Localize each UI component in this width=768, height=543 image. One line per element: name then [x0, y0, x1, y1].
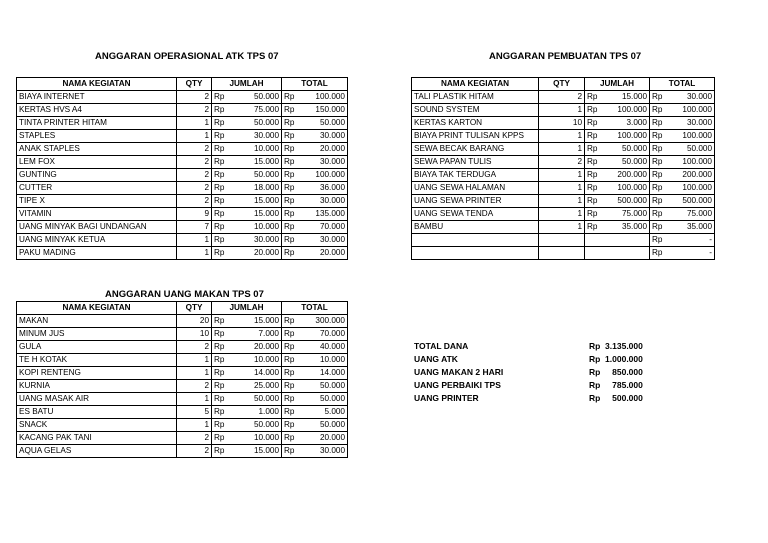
cell-qty: 1: [539, 104, 585, 117]
cell-jumlah-amount: 1.000: [230, 406, 282, 419]
cell-jumlah-currency: Rp: [212, 367, 230, 380]
cell-nama-kegiatan: AQUA GELAS: [17, 445, 177, 458]
cell-nama-kegiatan: LEM FOX: [17, 156, 177, 169]
cell-jumlah-amount: 15.000: [230, 195, 282, 208]
cell-total-currency: Rp: [650, 104, 668, 117]
cell-nama-kegiatan: TINTA PRINTER HITAM: [17, 117, 177, 130]
cell-qty: 1: [539, 208, 585, 221]
cell-jumlah-amount: 15.000: [603, 91, 650, 104]
cell-total-currency: Rp: [282, 143, 300, 156]
cell-jumlah-currency: Rp: [212, 393, 230, 406]
cell-qty: 1: [539, 182, 585, 195]
cell-nama-kegiatan: [412, 234, 539, 247]
cell-jumlah-currency: Rp: [585, 221, 603, 234]
cell-total-amount: 50.000: [300, 393, 348, 406]
cell-jumlah-amount: 50.000: [230, 393, 282, 406]
cell-jumlah-amount: 100.000: [603, 182, 650, 195]
cell-total-amount: 30.000: [668, 117, 715, 130]
cell-total-amount: 30.000: [300, 445, 348, 458]
cell-total-currency: Rp: [650, 143, 668, 156]
cell-jumlah-amount: 30.000: [230, 130, 282, 143]
table-header-row: [412, 78, 715, 91]
table-row: [17, 195, 348, 208]
cell-jumlah-amount: 50.000: [230, 419, 282, 432]
cell-nama-kegiatan: UANG SEWA HALAMAN: [412, 182, 539, 195]
table-row: [412, 104, 715, 117]
table-row: [412, 143, 715, 156]
cell-jumlah-currency: Rp: [585, 169, 603, 182]
cell-total-currency: Rp: [282, 445, 300, 458]
cell-jumlah-currency: Rp: [212, 432, 230, 445]
summary-label: UANG PERBAIKI TPS: [414, 380, 501, 390]
cell-jumlah-amount: 7.000: [230, 328, 282, 341]
cell-jumlah-amount: 10.000: [230, 143, 282, 156]
cell-total-amount: 75.000: [668, 208, 715, 221]
table-row: [17, 91, 348, 104]
cell-jumlah-amount: 15.000: [230, 156, 282, 169]
cell-total-amount: 30.000: [300, 195, 348, 208]
cell-nama-kegiatan: TALI PLASTIK HITAM: [412, 91, 539, 104]
cell-total-currency: Rp: [282, 406, 300, 419]
cell-nama-kegiatan: BAMBU: [412, 221, 539, 234]
cell-total-currency: Rp: [282, 354, 300, 367]
cell-total-amount: 70.000: [300, 221, 348, 234]
cell-nama-kegiatan: SNACK: [17, 419, 177, 432]
table-row: [412, 247, 715, 260]
cell-qty: 2: [177, 432, 212, 445]
atk-table: [16, 77, 348, 260]
cell-jumlah-currency: Rp: [585, 91, 603, 104]
cell-jumlah-amount: 50.000: [230, 117, 282, 130]
table-row: [17, 234, 348, 247]
cell-jumlah-currency: Rp: [212, 315, 230, 328]
cell-nama-kegiatan: GULA: [17, 341, 177, 354]
cell-qty: 2: [177, 169, 212, 182]
cell-total-amount: 100.000: [668, 104, 715, 117]
table-row: [17, 328, 348, 341]
cell-total-currency: Rp: [282, 169, 300, 182]
cell-jumlah-currency: Rp: [212, 445, 230, 458]
cell-total-currency: Rp: [650, 182, 668, 195]
cell-nama-kegiatan: SOUND SYSTEM: [412, 104, 539, 117]
cell-qty: 1: [177, 367, 212, 380]
table-row: [412, 91, 715, 104]
table-header-row: [17, 302, 348, 315]
table-row: [412, 156, 715, 169]
summary-block: [414, 341, 674, 411]
cell-total-currency: Rp: [282, 247, 300, 260]
cell-qty: 2: [177, 91, 212, 104]
table-row: [17, 156, 348, 169]
cell-total-currency: Rp: [282, 432, 300, 445]
cell-total-currency: Rp: [282, 182, 300, 195]
cell-total-currency: Rp: [282, 156, 300, 169]
cell-qty: 2: [539, 156, 585, 169]
cell-nama-kegiatan: GUNTING: [17, 169, 177, 182]
cell-jumlah-currency: Rp: [212, 328, 230, 341]
cell-nama-kegiatan: TIPE X: [17, 195, 177, 208]
cell-jumlah-currency: Rp: [212, 169, 230, 182]
cell-total-amount: 5.000: [300, 406, 348, 419]
header-nama-kegiatan: NAMA KEGIATAN: [412, 78, 539, 91]
cell-jumlah-currency: Rp: [585, 182, 603, 195]
table-row: [412, 117, 715, 130]
cell-jumlah-amount: 20.000: [230, 247, 282, 260]
cell-jumlah-currency: Rp: [585, 104, 603, 117]
cell-jumlah-currency: Rp: [585, 156, 603, 169]
cell-jumlah-amount: 25.000: [230, 380, 282, 393]
cell-total-amount: 20.000: [300, 432, 348, 445]
cell-qty: 1: [539, 143, 585, 156]
cell-nama-kegiatan: BIAYA INTERNET: [17, 91, 177, 104]
cell-jumlah-amount: 50.000: [603, 143, 650, 156]
table-row: [17, 117, 348, 130]
header-total: TOTAL: [282, 78, 348, 91]
cell-qty: 2: [539, 91, 585, 104]
cell-total-currency: Rp: [650, 221, 668, 234]
cell-total-amount: 100.000: [300, 169, 348, 182]
cell-jumlah-amount: 20.000: [230, 341, 282, 354]
table-row: [17, 406, 348, 419]
cell-jumlah-amount: 50.000: [603, 156, 650, 169]
cell-total-amount: 135.000: [300, 208, 348, 221]
table-row: [412, 182, 715, 195]
cell-qty: 1: [177, 419, 212, 432]
cell-nama-kegiatan: UANG SEWA TENDA: [412, 208, 539, 221]
cell-nama-kegiatan: [412, 247, 539, 260]
cell-qty: 1: [177, 234, 212, 247]
cell-jumlah-amount: 15.000: [230, 445, 282, 458]
table-header-row: [17, 78, 348, 91]
cell-total-amount: 10.000: [300, 354, 348, 367]
cell-jumlah-currency: Rp: [212, 354, 230, 367]
cell-total-amount: 50.000: [668, 143, 715, 156]
summary-value: Rp 3.135.000: [589, 341, 643, 351]
summary-value: Rp 500.000: [589, 393, 643, 403]
cell-jumlah-currency: Rp: [212, 182, 230, 195]
cell-total-amount: 100.000: [668, 130, 715, 143]
table-row: [17, 104, 348, 117]
cell-total-amount: 35.000: [668, 221, 715, 234]
cell-total-amount: 20.000: [300, 247, 348, 260]
cell-jumlah-amount: 10.000: [230, 221, 282, 234]
cell-total-currency: Rp: [282, 117, 300, 130]
cell-nama-kegiatan: SEWA BECAK BARANG: [412, 143, 539, 156]
cell-total-currency: Rp: [282, 419, 300, 432]
cell-total-amount: 20.000: [300, 143, 348, 156]
summary-label: TOTAL DANA: [414, 341, 469, 351]
cell-nama-kegiatan: KERTAS KARTON: [412, 117, 539, 130]
cell-nama-kegiatan: BIAYA PRINT TULISAN KPPS: [412, 130, 539, 143]
cell-nama-kegiatan: MINUM JUS: [17, 328, 177, 341]
cell-jumlah-amount: 15.000: [230, 315, 282, 328]
cell-jumlah-amount: 75.000: [230, 104, 282, 117]
cell-qty: 10: [177, 328, 212, 341]
cell-jumlah-amount: 50.000: [230, 169, 282, 182]
cell-qty: 1: [177, 117, 212, 130]
cell-jumlah-amount: 200.000: [603, 169, 650, 182]
cell-jumlah-currency: Rp: [585, 117, 603, 130]
cell-qty: 2: [177, 104, 212, 117]
cell-total-amount: 30.000: [668, 91, 715, 104]
cell-jumlah-amount: 500.000: [603, 195, 650, 208]
cell-total-amount: -: [668, 247, 715, 260]
cell-total-currency: Rp: [282, 328, 300, 341]
header-qty: QTY: [177, 302, 212, 315]
table-row: [412, 208, 715, 221]
cell-nama-kegiatan: UANG SEWA PRINTER: [412, 195, 539, 208]
cell-nama-kegiatan: SEWA PAPAN TULIS: [412, 156, 539, 169]
cell-total-amount: 100.000: [668, 182, 715, 195]
cell-jumlah-currency: Rp: [212, 419, 230, 432]
header-total: TOTAL: [282, 302, 348, 315]
table-row: [17, 247, 348, 260]
table-row: [17, 419, 348, 432]
cell-total-currency: Rp: [650, 130, 668, 143]
cell-jumlah-amount: 100.000: [603, 104, 650, 117]
cell-jumlah-amount: 75.000: [603, 208, 650, 221]
cell-qty: 9: [177, 208, 212, 221]
summary-label: UANG MAKAN 2 HARI: [414, 367, 504, 377]
cell-jumlah-amount: 100.000: [603, 130, 650, 143]
cell-jumlah-amount: 14.000: [230, 367, 282, 380]
cell-jumlah-amount: 3.000: [603, 117, 650, 130]
cell-jumlah-amount: 10.000: [230, 432, 282, 445]
cell-qty: 1: [177, 130, 212, 143]
cell-qty: 1: [539, 195, 585, 208]
cell-jumlah-currency: Rp: [212, 117, 230, 130]
cell-qty: 1: [539, 221, 585, 234]
cell-jumlah-amount: 50.000: [230, 91, 282, 104]
cell-total-amount: 36.000: [300, 182, 348, 195]
cell-jumlah-currency: Rp: [212, 130, 230, 143]
cell-nama-kegiatan: UANG MINYAK KETUA: [17, 234, 177, 247]
table-row: [412, 221, 715, 234]
cell-jumlah-currency: Rp: [212, 104, 230, 117]
cell-total-currency: Rp: [282, 341, 300, 354]
cell-qty: 1: [177, 393, 212, 406]
cell-nama-kegiatan: STAPLES: [17, 130, 177, 143]
cell-total-amount: 50.000: [300, 117, 348, 130]
table-row: [17, 169, 348, 182]
cell-nama-kegiatan: VITAMIN: [17, 208, 177, 221]
cell-qty: 2: [177, 195, 212, 208]
header-qty: QTY: [539, 78, 585, 91]
cell-nama-kegiatan: MAKAN: [17, 315, 177, 328]
cell-total-currency: Rp: [650, 234, 668, 247]
cell-jumlah-amount: [603, 234, 650, 247]
cell-nama-kegiatan: ANAK STAPLES: [17, 143, 177, 156]
atk-title: ANGGARAN OPERASIONAL ATK TPS 07: [95, 51, 279, 62]
cell-total-amount: 14.000: [300, 367, 348, 380]
cell-jumlah-amount: 30.000: [230, 234, 282, 247]
table-row: [17, 130, 348, 143]
cell-total-currency: Rp: [282, 315, 300, 328]
cell-qty: 7: [177, 221, 212, 234]
summary-value: Rp 785.000: [589, 380, 643, 390]
header-jumlah: JUMLAH: [212, 78, 282, 91]
cell-nama-kegiatan: TE H KOTAK: [17, 354, 177, 367]
cell-total-currency: Rp: [650, 169, 668, 182]
summary-label: UANG PRINTER: [414, 393, 479, 403]
cell-total-currency: Rp: [282, 380, 300, 393]
pembuatan-table: [411, 77, 715, 260]
cell-total-currency: Rp: [650, 91, 668, 104]
cell-total-currency: Rp: [282, 130, 300, 143]
table-row: [412, 195, 715, 208]
cell-total-currency: Rp: [650, 195, 668, 208]
cell-jumlah-currency: Rp: [585, 195, 603, 208]
cell-nama-kegiatan: CUTTER: [17, 182, 177, 195]
cell-total-amount: 30.000: [300, 130, 348, 143]
cell-total-currency: Rp: [282, 208, 300, 221]
cell-total-amount: 50.000: [300, 419, 348, 432]
cell-qty: 2: [177, 445, 212, 458]
cell-total-amount: 50.000: [300, 380, 348, 393]
cell-nama-kegiatan: UANG MINYAK BAGI UNDANGAN: [17, 221, 177, 234]
cell-jumlah-currency: [585, 247, 603, 260]
cell-nama-kegiatan: KERTAS HVS A4: [17, 104, 177, 117]
summary-value: Rp 1.000.000: [589, 354, 643, 364]
cell-jumlah-currency: Rp: [585, 130, 603, 143]
header-jumlah: JUMLAH: [212, 302, 282, 315]
cell-jumlah-amount: [603, 247, 650, 260]
table-row: [412, 169, 715, 182]
cell-qty: [539, 247, 585, 260]
cell-jumlah-currency: Rp: [585, 208, 603, 221]
header-nama-kegiatan: NAMA KEGIATAN: [17, 302, 177, 315]
cell-total-amount: 300.000: [300, 315, 348, 328]
cell-jumlah-currency: Rp: [212, 195, 230, 208]
cell-qty: 10: [539, 117, 585, 130]
table-row: [17, 432, 348, 445]
cell-jumlah-currency: Rp: [212, 91, 230, 104]
cell-qty: 2: [177, 143, 212, 156]
cell-nama-kegiatan: BIAYA TAK TERDUGA: [412, 169, 539, 182]
table-row: [17, 341, 348, 354]
table-row: [17, 380, 348, 393]
cell-total-amount: 30.000: [300, 234, 348, 247]
cell-nama-kegiatan: KACANG PAK TANI: [17, 432, 177, 445]
table-row: [17, 367, 348, 380]
cell-total-amount: 100.000: [668, 156, 715, 169]
makan-table: [16, 301, 348, 458]
cell-jumlah-currency: Rp: [212, 406, 230, 419]
cell-jumlah-amount: 18.000: [230, 182, 282, 195]
cell-qty: 1: [177, 354, 212, 367]
cell-jumlah-amount: 10.000: [230, 354, 282, 367]
cell-jumlah-currency: Rp: [212, 234, 230, 247]
table-row: [17, 445, 348, 458]
cell-qty: 5: [177, 406, 212, 419]
summary-label: UANG ATK: [414, 354, 458, 364]
cell-total-currency: Rp: [282, 91, 300, 104]
cell-jumlah-currency: Rp: [212, 247, 230, 260]
cell-total-currency: Rp: [650, 156, 668, 169]
header-qty: QTY: [177, 78, 212, 91]
cell-nama-kegiatan: PAKU MADING: [17, 247, 177, 260]
cell-nama-kegiatan: ES BATU: [17, 406, 177, 419]
cell-jumlah-amount: 35.000: [603, 221, 650, 234]
table-row: [17, 182, 348, 195]
cell-jumlah-currency: Rp: [585, 143, 603, 156]
table-row: [412, 130, 715, 143]
cell-qty: 2: [177, 380, 212, 393]
cell-total-currency: Rp: [282, 221, 300, 234]
cell-qty: 20: [177, 315, 212, 328]
cell-total-currency: Rp: [650, 208, 668, 221]
cell-total-amount: 70.000: [300, 328, 348, 341]
cell-jumlah-currency: [585, 234, 603, 247]
cell-nama-kegiatan: KURNIA: [17, 380, 177, 393]
pembuatan-title: ANGGARAN PEMBUATAN TPS 07: [489, 51, 642, 62]
cell-total-currency: Rp: [282, 393, 300, 406]
cell-qty: 2: [177, 182, 212, 195]
cell-qty: 2: [177, 156, 212, 169]
cell-jumlah-currency: Rp: [212, 380, 230, 393]
table-row: [412, 234, 715, 247]
cell-total-currency: Rp: [650, 117, 668, 130]
cell-jumlah-currency: Rp: [212, 341, 230, 354]
makan-title: ANGGARAN UANG MAKAN TPS 07: [105, 289, 264, 300]
cell-total-amount: 30.000: [300, 156, 348, 169]
cell-total-amount: 200.000: [668, 169, 715, 182]
cell-total-currency: Rp: [650, 247, 668, 260]
table-row: [17, 354, 348, 367]
cell-jumlah-currency: Rp: [212, 143, 230, 156]
cell-total-currency: Rp: [282, 234, 300, 247]
cell-total-amount: 500.000: [668, 195, 715, 208]
cell-total-currency: Rp: [282, 195, 300, 208]
cell-total-amount: 40.000: [300, 341, 348, 354]
cell-jumlah-currency: Rp: [212, 156, 230, 169]
table-row: [17, 143, 348, 156]
cell-nama-kegiatan: UANG MASAK AIR: [17, 393, 177, 406]
cell-total-amount: -: [668, 234, 715, 247]
cell-nama-kegiatan: KOPI RENTENG: [17, 367, 177, 380]
header-nama-kegiatan: NAMA KEGIATAN: [17, 78, 177, 91]
header-jumlah: JUMLAH: [585, 78, 650, 91]
header-total: TOTAL: [650, 78, 715, 91]
cell-jumlah-amount: 15.000: [230, 208, 282, 221]
cell-qty: 1: [539, 130, 585, 143]
cell-qty: [539, 234, 585, 247]
cell-total-currency: Rp: [282, 104, 300, 117]
table-row: [17, 221, 348, 234]
cell-qty: 1: [539, 169, 585, 182]
table-row: [17, 208, 348, 221]
cell-qty: 1: [177, 247, 212, 260]
cell-qty: 2: [177, 341, 212, 354]
cell-jumlah-currency: Rp: [212, 208, 230, 221]
cell-total-amount: 100.000: [300, 91, 348, 104]
cell-jumlah-currency: Rp: [212, 221, 230, 234]
summary-value: Rp 850.000: [589, 367, 643, 377]
cell-total-currency: Rp: [282, 367, 300, 380]
cell-total-amount: 150.000: [300, 104, 348, 117]
table-row: [17, 393, 348, 406]
table-row: [17, 315, 348, 328]
